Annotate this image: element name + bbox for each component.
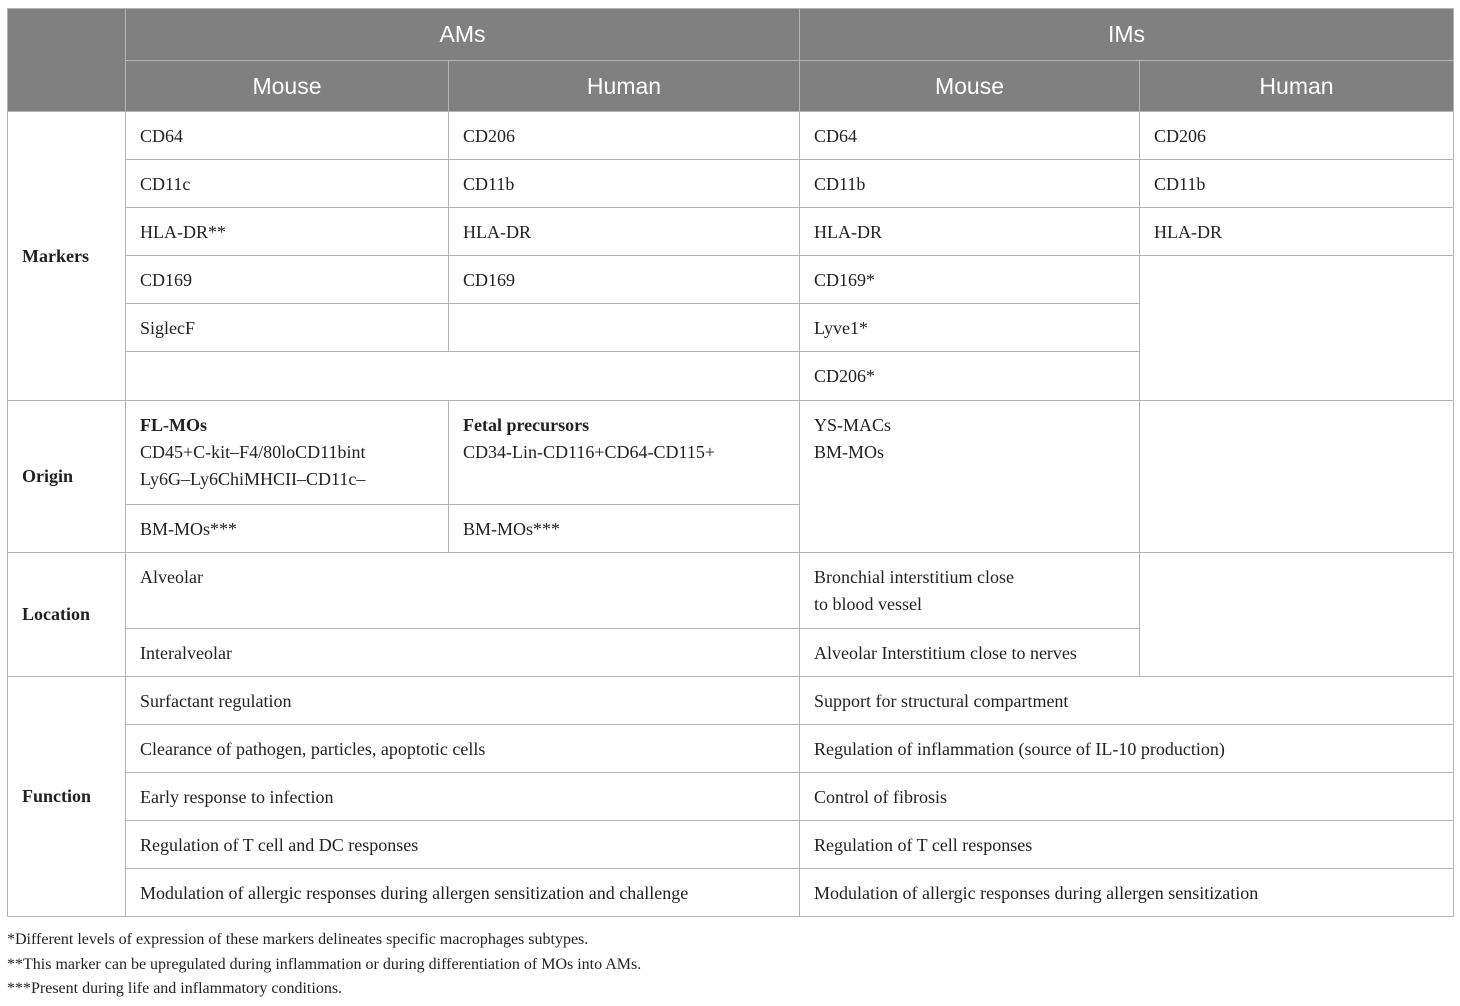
- origin-ams-mouse-title: FL-MOs: [140, 415, 207, 435]
- header-ams-mouse: Mouse: [126, 61, 449, 112]
- marker-cell: CD206: [1140, 112, 1454, 160]
- row-label-markers: Markers: [8, 112, 126, 401]
- header-corner: [8, 9, 126, 112]
- marker-cell: CD206: [449, 112, 800, 160]
- origin-ims-human-empty: [1140, 401, 1454, 553]
- macrophage-table: [7, 8, 1454, 917]
- marker-cell: [449, 304, 800, 352]
- header-ims-mouse: Mouse: [800, 61, 1140, 112]
- marker-cell: CD64: [800, 112, 1140, 160]
- header-ams: AMs: [126, 9, 800, 61]
- footnote: ***Present during life and inflammatory conditions.: [7, 980, 343, 997]
- location-ims-1-line2: to blood vessel: [814, 594, 922, 614]
- origin-ams-human-2: BM-MOs***: [449, 505, 800, 553]
- function-ams: Clearance of pathogen, particles, apoptotic cells: [126, 725, 800, 773]
- marker-cell: CD64: [126, 112, 449, 160]
- footnote: *Different levels of expression of these markers delineates specific macrophages subtypes.: [7, 931, 589, 948]
- origin-ams-human-line1: CD34-Lin-CD116+CD64-CD115+: [463, 442, 715, 462]
- row-label-function: Function: [8, 677, 126, 917]
- origin-ims-mouse-line2: BM-MOs: [814, 442, 885, 462]
- marker-cell-empty: [126, 352, 800, 401]
- origin-ams-human-title: Fetal precursors: [463, 415, 590, 435]
- marker-cell: HLA-DR: [1140, 208, 1454, 256]
- origin-ams-human: [449, 401, 800, 505]
- function-ims: Regulation of T cell responses: [800, 821, 1454, 869]
- marker-cell: CD11c: [126, 160, 449, 208]
- footnote: **This marker can be upregulated during inflammation or during differentiation of MOs into AMs.: [7, 955, 642, 973]
- footnotes: [7, 928, 1453, 1002]
- function-ams: Early response to infection: [126, 773, 800, 821]
- location-ams-2: Interalveolar: [126, 629, 800, 677]
- location-ams-1: Alveolar: [126, 553, 800, 629]
- marker-cell: CD169*: [800, 256, 1140, 304]
- location-ims-1-line1: Bronchial interstitium close: [814, 567, 1014, 587]
- origin-ams-mouse: [126, 401, 449, 505]
- function-ims: Support for structural compartment: [800, 677, 1454, 725]
- function-ams: Surfactant regulation: [126, 677, 800, 725]
- row-label-location: Location: [8, 553, 126, 677]
- marker-cell: HLA-DR: [449, 208, 800, 256]
- row-label-origin: Origin: [8, 401, 126, 553]
- marker-cell: CD169: [449, 256, 800, 304]
- function-ims: Control of fibrosis: [800, 773, 1454, 821]
- marker-cell: CD11b: [449, 160, 800, 208]
- marker-cell: HLA-DR**: [126, 208, 449, 256]
- marker-cell: CD206*: [800, 352, 1140, 401]
- function-ams: Modulation of allergic responses during allergen sensitization and challenge: [126, 869, 800, 917]
- origin-ims-mouse: [800, 401, 1140, 553]
- origin-ims-mouse-line1: YS-MACs: [814, 415, 892, 435]
- header-ims: IMs: [800, 9, 1454, 61]
- location-ims-2: Alveolar Interstitium close to nerves: [800, 629, 1140, 677]
- marker-cell: CD11b: [800, 160, 1140, 208]
- header-ams-human: Human: [449, 61, 800, 112]
- function-ims: Modulation of allergic responses during allergen sensitization: [800, 869, 1454, 917]
- marker-cell: CD169: [126, 256, 449, 304]
- marker-cell: CD11b: [1140, 160, 1454, 208]
- location-ims-human-empty: [1140, 553, 1454, 677]
- marker-cell: SiglecF: [126, 304, 449, 352]
- marker-cell: Lyve1*: [800, 304, 1140, 352]
- marker-cell: HLA-DR: [800, 208, 1140, 256]
- origin-ams-mouse-line2: Ly6G–Ly6ChiMHCII–CD11c–: [140, 469, 366, 489]
- origin-ams-mouse-2: BM-MOs***: [126, 505, 449, 553]
- marker-cell-empty: [1140, 256, 1454, 401]
- function-ams: Regulation of T cell and DC responses: [126, 821, 800, 869]
- location-ims-1: [800, 553, 1140, 629]
- function-ims: Regulation of inflammation (source of IL-10 production): [800, 725, 1454, 773]
- header-ims-human: Human: [1140, 61, 1454, 112]
- origin-ams-mouse-line1: CD45+C-kit–F4/80loCD11bint: [140, 442, 366, 462]
